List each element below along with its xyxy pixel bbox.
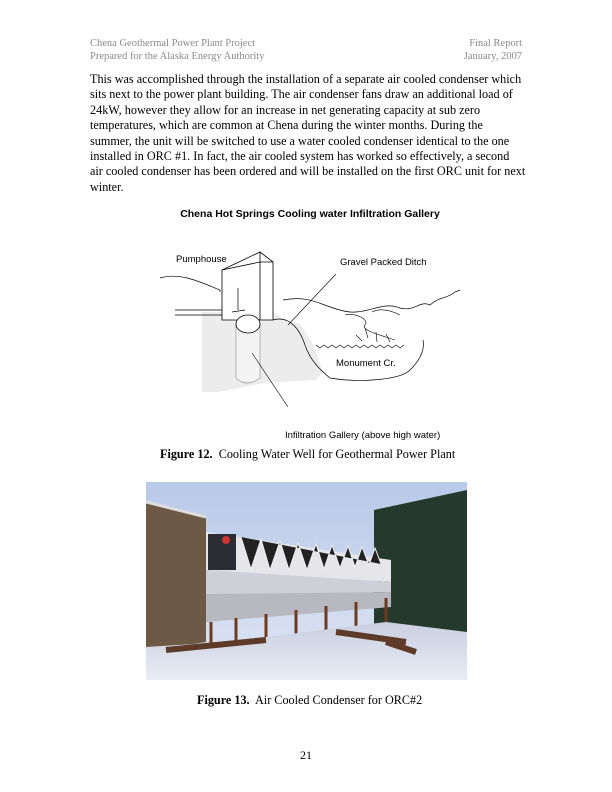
paragraph-line: winter. [90,179,124,194]
condenser-photo [146,482,467,680]
header-report-type: Final Report [469,38,522,49]
figure-13-caption [197,693,422,708]
header-project-title: Chena Geothermal Power Plant Project [90,38,256,49]
running-header-right [464,37,522,63]
infiltration-gallery-diagram [140,200,480,445]
page-number: 21 [300,748,312,762]
pumphouse-icon [222,252,273,320]
figure-12-caption [160,447,455,462]
figure-12-text: Cooling Water Well for Geothermal Power Plant [218,447,456,461]
paragraph-line: This was accomplished through the installation of a separate air cooled condenser which [90,72,522,86]
figure-12-label: Figure 12. [160,447,213,461]
body-paragraph [90,72,530,195]
header-date: January, 2007 [463,51,522,62]
paragraph-line: sits next to the power plant building. The air condenser fans draw an additional load of [90,87,513,102]
label-infiltration-gallery: Infiltration Gallery (above high water) [285,430,441,441]
label-gravel-ditch: Gravel Packed Ditch [340,257,427,268]
paragraph-line: temperatures, which are common at Chena during the winter months. During the [90,118,483,133]
creek-waves [316,345,404,348]
paragraph-line: installed in ORC #1. In fact, the air cooled system has worked so effectively, a second [90,149,510,164]
paragraph-line: air cooled condenser has been ordered and will be installed on the first ORC unit for next [90,164,526,179]
figure-13-text: Air Cooled Condenser for ORC#2 [255,693,423,707]
hill-line [160,276,220,292]
ground-fill [202,312,323,392]
paragraph-line: 24kW, however they allow for an increase in net generating capacity at sub zero [90,102,481,117]
left-building [146,502,206,652]
header-prepared-for: Prepared for the Alaska Energy Authority [90,51,265,62]
infiltration-well-icon [236,315,260,383]
label-monument-creek: Monument Cr. [336,358,396,369]
running-header-left [90,37,264,63]
figure-13-label: Figure 13. [197,693,250,707]
hill-line [283,299,430,312]
paragraph-line: summer, the unit will be switched to use a water cooled condenser identical to the one [90,133,510,148]
diagram-title: Chena Hot Springs Cooling water Infiltration Gallery [180,208,440,220]
label-pumphouse: Pumphouse [176,254,227,265]
stream-line [430,290,460,305]
